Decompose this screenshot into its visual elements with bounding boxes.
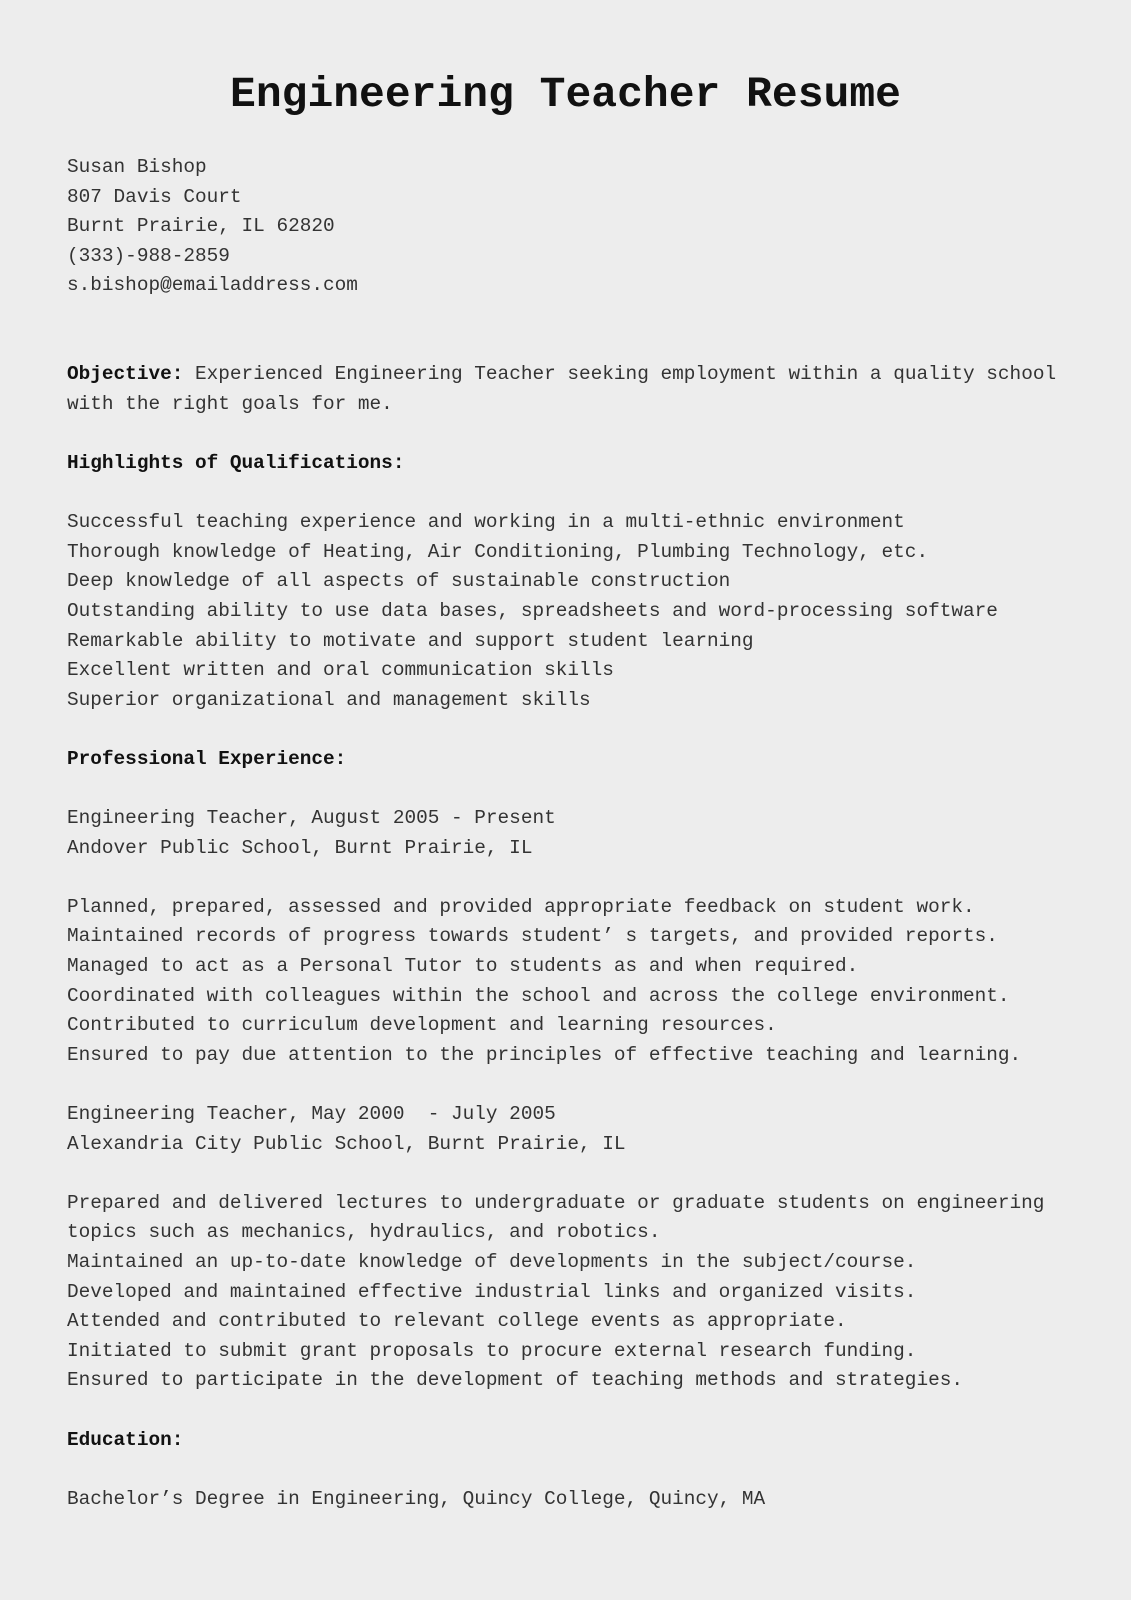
experience-section: [67, 745, 1077, 1396]
objective-section: [67, 360, 1077, 419]
education-section: [67, 1426, 1077, 1515]
contact-block: [67, 153, 1077, 301]
job-duty: Attended and contributed to relevant college events as appropriate.: [67, 1310, 847, 1333]
job-duty: Initiated to submit grant proposals to procure external research funding.: [67, 1339, 917, 1362]
education-item: Bachelor’s Degree in Engineering, Quincy College, Quincy, MA: [67, 1487, 766, 1510]
contact-phone: (333)-988-2859: [67, 244, 230, 267]
job-duty: Maintained an up-to-date knowledge of developments in the subject/course.: [67, 1250, 917, 1273]
job-duty: Managed to act as a Personal Tutor to students as and when required.: [67, 955, 859, 978]
objective-label: Objective:: [67, 363, 184, 386]
job-duty: Ensured to pay due attention to the principles of effective teaching and learning.: [67, 1043, 1022, 1066]
resume-body: [67, 153, 1077, 1514]
job-duty: Contributed to curriculum development and learning resources.: [67, 1014, 777, 1037]
highlight-item: Successful teaching experience and working in a multi-ethnic environment: [67, 511, 905, 534]
job-entry: [67, 1100, 1077, 1396]
highlight-item: Superior organizational and management skills: [67, 688, 591, 711]
highlights-heading: Highlights of Qualifications:: [67, 451, 405, 474]
highlight-item: Deep knowledge of all aspects of sustainable construction: [67, 570, 731, 593]
contact-address: 807 Davis Court: [67, 185, 242, 208]
job-position: Engineering Teacher, May 2000 - July 2005: [67, 1103, 556, 1125]
job-entry: [67, 804, 1077, 1070]
job-duty: Planned, prepared, assessed and provided appropriate feedback on student work.: [67, 895, 975, 918]
job-duty: Coordinated with colleagues within the school and across the college environment.: [67, 984, 1010, 1007]
job-duty: Maintained records of progress towards student’ s targets, and provided reports.: [67, 925, 998, 948]
resume-title: Engineering Teacher Resume: [230, 70, 901, 119]
objective-text: Experienced Engineering Teacher seeking employment within a quality school with the right goals for me.: [67, 363, 1057, 415]
contact-name: Susan Bishop: [67, 156, 207, 178]
education-heading: Education:: [67, 1428, 184, 1451]
highlight-item: Outstanding ability to use data bases, spreadsheets and word-processing software: [67, 599, 998, 622]
job-employer: Andover Public School, Burnt Prairie, IL: [67, 836, 533, 859]
highlight-item: Thorough knowledge of Heating, Air Conditioning, Plumbing Technology, etc.: [67, 540, 929, 563]
experience-heading: Professional Experience:: [67, 747, 347, 770]
job-duty: Ensured to participate in the development of teaching methods and strategies.: [67, 1369, 963, 1392]
highlight-item: Remarkable ability to motivate and support student learning: [67, 629, 754, 652]
job-position: Engineering Teacher, August 2005 - Present: [67, 807, 556, 830]
job-duty: Developed and maintained effective industrial links and organized visits.: [67, 1280, 917, 1303]
contact-email: s.bishop@emailaddress.com: [67, 274, 358, 297]
contact-city: Burnt Prairie, IL 62820: [67, 215, 335, 238]
job-employer: Alexandria City Public School, Burnt Prairie, IL: [67, 1132, 626, 1155]
highlight-item: Excellent written and oral communication skills: [67, 659, 614, 682]
highlights-section: [67, 449, 1077, 715]
job-duty: Prepared and delivered lectures to undergraduate or graduate students on engineering topics such as mechanics, hydraulics, and robotics.: [67, 1191, 1045, 1244]
